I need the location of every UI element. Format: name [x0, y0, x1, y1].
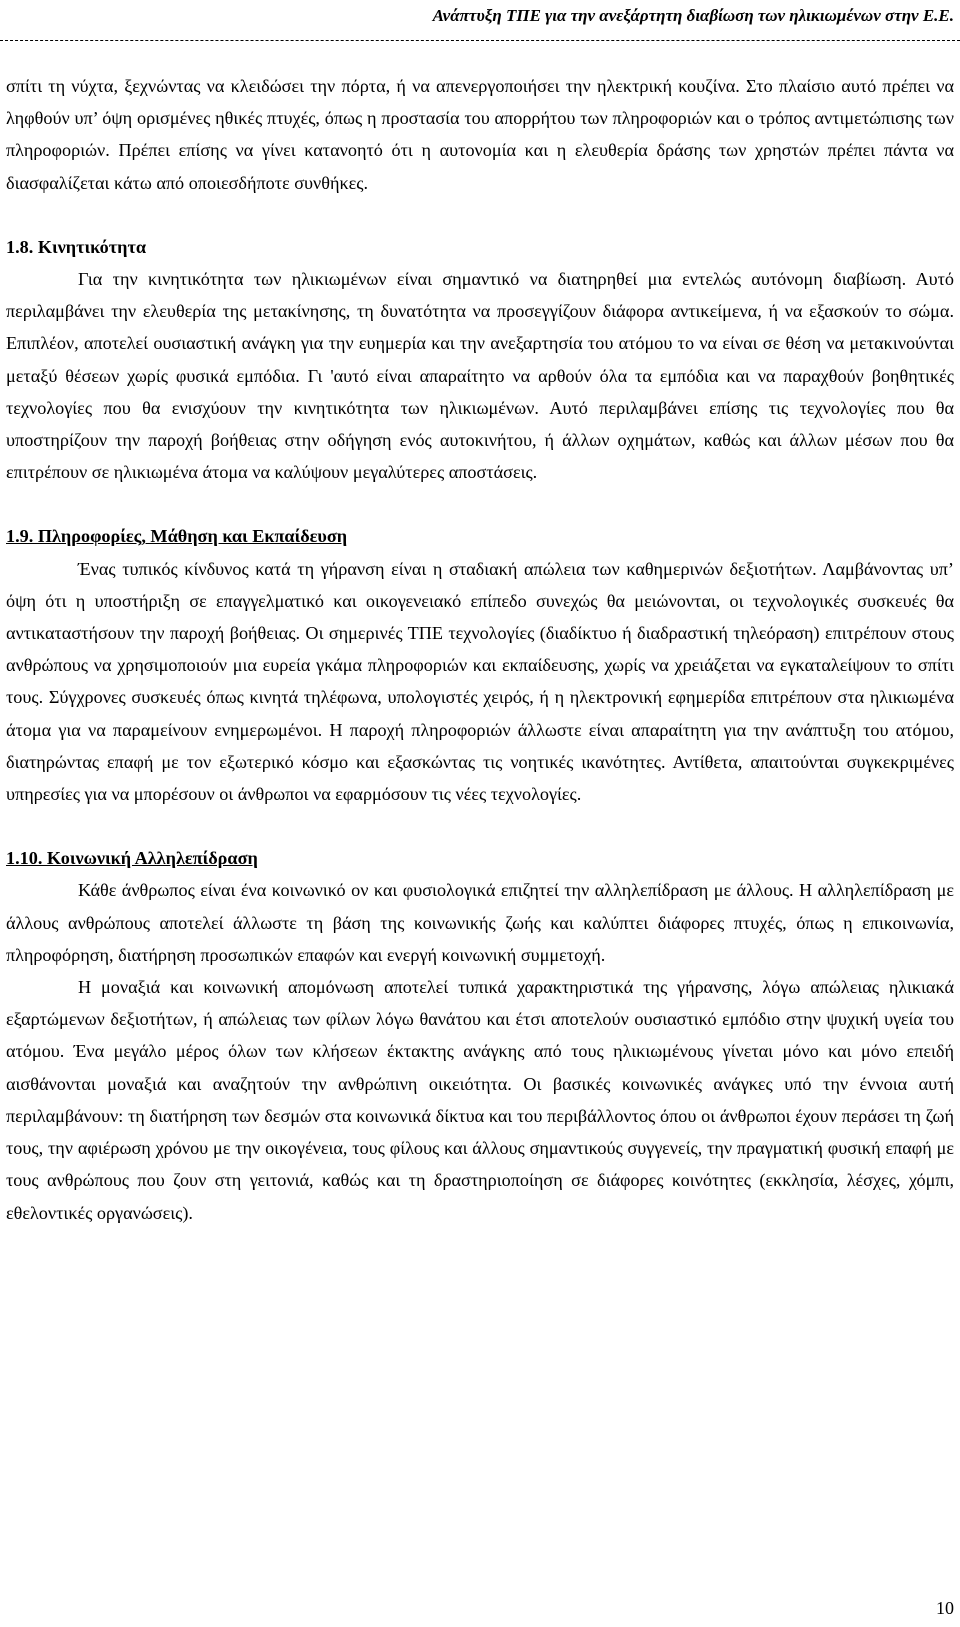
section-mobility — [6, 231, 954, 489]
page-number: 10 — [936, 1598, 954, 1618]
section-heading-information: 1.9. Πληροφορίες, Μάθηση και Εκπαίδευση — [6, 526, 348, 547]
section-heading-social: 1.10. Κοινωνική Αλληλεπίδραση — [6, 848, 258, 869]
document-body — [6, 70, 954, 1229]
page-header — [0, 6, 960, 26]
section-social — [6, 842, 954, 1228]
section-social-paragraph-2: Η μοναξιά και κοινωνική απομόνωση αποτελεί τυπικά χαρακτηριστικά της γήρανσης, λόγω απώλειας ηλικιακά εξαρτώμενων δεξιοτήτων, ή απώλειας των φίλων λόγω θανάτου και έτσι αποτελούν ουσιαστικό εμπόδιο στην ψυχική υγεία του ατόμου. Ένα μεγάλο μέρος όλων των κλήσεων έκτακτης ανάγκης από τους ηλικιωμένους γίνεται μόνο και μόνο επειδή αισθάνονται μοναξιά και αναζητούν την ανθρώπινη οικειότητα. Οι βασικές κοινωνικές ανάγκες υπό την έννοια αυτή περιλαμβάνουν: τη διατήρηση των δεσμών στα κοινωνικά δίκτυα και του περιβάλλοντος όπου οι άνθρωποι έχουν περάσει τη ζωή τους, την αφιέρωση χρόνου με την οικογένεια, τους φίλους και άλλους σημαντικούς συγγενείς, την πραγματική φυσική επαφή με τους ανθρώπους που ζουν στη γειτονιά, καθώς και τη δραστηριοποίηση σε διάφορες κοινότητες (εκκλησία, λέσχες, χόμπι, εθελοντικές οργανώσεις). — [6, 977, 954, 1223]
section-social-paragraph-1: Κάθε άνθρωπος είναι ένα κοινωνικό ον και φυσιολογικά επιζητεί την αλληλεπίδραση με άλλους. Η αλληλεπίδραση με άλλους ανθρώπους αποτελεί άλλωστε τη βάση της κοινωνικής ζωής και καλύπτει διάφορες πτυχές, όπως η επικοινωνία, πληροφόρηση, διατήρηση προσωπικών επαφών και ενεργή κοινωνική συμμετοχή. — [6, 880, 954, 965]
header-title: Ανάπτυξη ΤΠΕ για την ανεξάρτητη διαβίωση των ηλικιωμένων στην Ε.Ε. — [432, 6, 954, 25]
header-divider — [0, 40, 960, 41]
section-heading-mobility: 1.8. Κινητικότητα — [6, 236, 147, 257]
section-information — [6, 520, 954, 810]
intro-paragraph: σπίτι τη νύχτα, ξεχνώντας να κλειδώσει την πόρτα, ή να απενεργοποιήσει την ηλεκτρική κουζίνα. Στο πλαίσιο αυτό πρέπει να ληφθούν υπ’ όψη ορισμένες ηθικές πτυχές, όπως η προστασία του απορρήτου των πληροφοριών και ο τρόπος αντιμετώπισης των πληροφοριών. Πρέπει επίσης να γίνει κατανοητό ότι η αυτονομία και η ελευθερία δράσης των χρηστών πρέπει πάντα να διασφαλίζεται κάτω από οποιεσδήποτε συνθήκες. — [6, 76, 954, 193]
section-mobility-paragraph: Για την κινητικότητα των ηλικιωμένων είναι σημαντικό να διατηρηθεί μια εντελώς αυτόνομη διαβίωση. Αυτό περιλαμβάνει την ελευθερία της μετακίνησης, τη δυνατότητα να προσεγγίζουν διάφορα αντικείμενα, ή να εξασκούν το σώμα. Επιπλέον, αποτελεί ουσιαστική ανάγκη για την ευημερία και την ανεξαρτησία του ατόμου το να είναι σε θέση να μετακινούνται μεταξύ θέσεων χωρίς φυσικά εμπόδια. Γι 'αυτό είναι απαραίτητο να αρθούν όλα τα εμπόδια και να παραχθούν βοηθητικές τεχνολογίες που θα ενισχύουν την κινητικότητα των ηλικιωμένων. Αυτό περιλαμβάνει επίσης τις τεχνολογίες που θα υποστηρίζουν την παροχή βοήθειας στην οδήγηση ενός αυτοκινήτου, ή άλλων οχημάτων, καθώς και άλλων μέσων που θα επιτρέπουν σε ηλικιωμένα άτομα να καλύψουν μεγαλύτερες αποστάσεις. — [6, 269, 954, 483]
section-information-paragraph: Ένας τυπικός κίνδυνος κατά τη γήρανση είναι η σταδιακή απώλεια των καθημερινών δεξιοτήτων. Λαμβάνοντας υπ’ όψη ότι η υποστήριξη σε επαγγελματικό και οικογενειακό επίπεδο συνεχώς θα μειώνονται, οι τεχνολογικές συσκευές θα αντικαταστήσουν την παροχή βοήθειας. Οι σημερινές ΤΠΕ τεχνολογίες (διαδίκτυο ή διαδραστική τηλεόραση) επιτρέπουν στους ανθρώπους να χρησιμοποιούν μια ευρεία γκάμα πληροφοριών και εκπαίδευσης, χωρίς να χρειάζεται να εγκαταλείψουν το σπίτι τους. Σύγχρονες συσκευές όπως κινητά τηλέφωνα, υπολογιστές χειρός, ή η ηλεκτρονική εφημερίδα επιτρέπουν στα ηλικιωμένα άτομα για να παραμείνουν ενημερωμένοι. Η παροχή πληροφοριών άλλωστε είναι απαραίτητη για την ανάπτυξη του ατόμου, διατηρώντας επαφή με τον εξωτερικό κόσμο και εξασκώντας τις νοητικές ικανότητες. Αντίθετα, απαιτούνται συγκεκριμένες υπηρεσίες για να μπορέσουν οι άνθρωποι να εφαρμόσουν τις νέες τεχνολογίες. — [6, 558, 954, 805]
